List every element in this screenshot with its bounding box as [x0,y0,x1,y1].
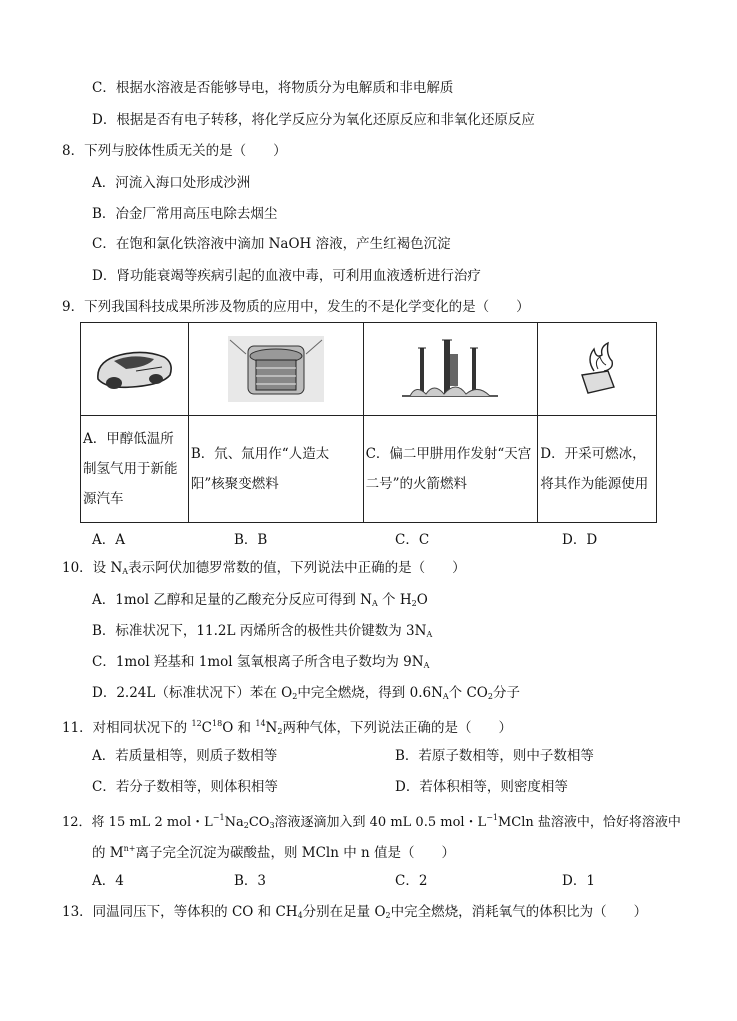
q9-image-a [81,323,189,416]
q10-stem: 10．设 $N_A$表示阿伏加德罗常数的值，下列说法中正确的是（ ） [62,560,466,576]
q9-answer-c: C．C [395,532,430,548]
q11-option-d: D．若体积相等，则密度相等 [395,779,568,795]
q9-image-d [538,323,657,416]
q9-cell-b: B．氘、氚用作“人造太阳”核聚变燃料 [188,416,363,523]
car-icon [81,341,188,397]
q8-option-b: B．冶金厂常用高压电除去烟尘 [92,206,278,222]
q9-cell-d: D．开采可燃冰，将其作为能源使用 [538,416,657,523]
q9-image-c [363,323,538,416]
q7-option-d: D．根据是否有电子转移，将化学反应分为氧化还原反应和非氧化还原反应 [92,112,535,128]
q12-option-b: B．3 [234,873,267,889]
q12-option-c: C．2 [395,873,428,889]
q7-option-c: C．根据水溶液是否能够导电，将物质分为电解质和非电解质 [92,80,454,96]
q9-stem: 9．下列我国科技成果所涉及物质的应用中，发生的不是化学变化的是（ ） [62,299,530,315]
q9-cell-c: C．偏二甲肼用作发射“天宫二号”的火箭燃料 [363,416,538,523]
q8-option-a: A．河流入海口处形成沙洲 [92,175,251,191]
q11-option-b: B．若原子数相等，则中子数相等 [395,748,594,764]
rocket-launch-icon [364,334,538,404]
q13-stem: 13．同温同压下，等体积的 CO 和 $CH_4$分别在足量 $O_2$中完全燃烧，消耗氧气的体积比为（ ） [62,904,648,920]
q9-figure-table [80,322,657,523]
burning-ice-icon [538,341,656,397]
q9-image-b [188,323,363,416]
q11-option-c: C．若分子数相等，则体积相等 [92,779,278,795]
fusion-reactor-icon [189,334,363,404]
q8-option-d: D．肾功能衰竭等疾病引起的血液中毒，可利用血液透析进行治疗 [92,268,481,284]
q10-option-b: B．标准状况下，11.2L 丙烯所含的极性共价键数为 $3N_A$ [92,623,433,639]
q11-option-a: A．若质量相等，则质子数相等 [92,748,278,764]
q9-answer-d: D．D [562,532,598,548]
q10-option-c: C．1mol 羟基和 1mol 氢氧根离子所含电子数均为 $9N_A$ [92,654,430,670]
q12-stem-line1: 12．将 15 mL 2 mol・$L^{-1}Na_2CO_3$溶液逐滴加入到 40 mL 0.5 mol・$L^{-1}MCln$ 盐溶液中，恰好将溶液中 [62,813,681,830]
q12-stem-line2: 的 $M^{n+}$离子完全沉淀为碳酸盐，则 MCln 中 n 值是（ ） [92,844,456,861]
q8-option-c: C．在饱和氯化铁溶液中滴加 NaOH 溶液，产生红褐色沉淀 [92,236,451,252]
q9-answer-a: A．A [92,532,125,548]
q10-option-a: A．1mol 乙醇和足量的乙酸充分反应可得到 $N_A$ 个 $H_2O$ [92,592,428,608]
q12-option-d: D．1 [562,873,595,889]
q8-stem: 8．下列与胶体性质无关的是（ ） [62,143,287,159]
q9-answer-b: B．B [234,532,268,548]
q10-option-d: D．2.24L（标准状况下）苯在 $O_2$中完全燃烧，得到 $0.6N_A$个 $CO_2$分子 [92,685,520,701]
q11-stem: 11．对相同状况下的 $^{12}C^{18}O$ 和 $^{14}N_2$两种气体，下列说法正确的是（ ） [62,719,512,736]
q12-option-a: A．4 [92,873,124,889]
q9-cell-a: A．甲醇低温所制氢气用于新能源汽车 [81,416,189,523]
